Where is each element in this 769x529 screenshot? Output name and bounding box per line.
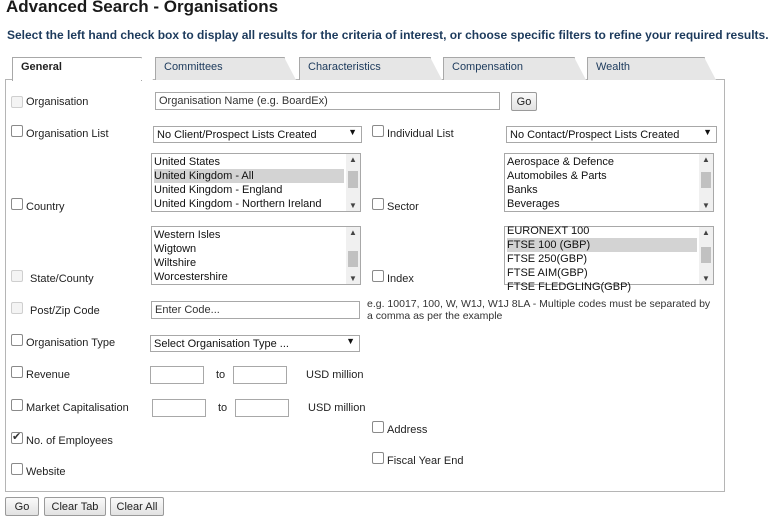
organisation-type-value: Select Organisation Type ... [154, 338, 289, 350]
clear-tab-button[interactable]: Clear Tab [44, 497, 106, 516]
scroll-down-icon[interactable]: ▼ [702, 274, 710, 283]
revenue-unit-label: USD million [306, 369, 364, 381]
sector-option[interactable]: Beverages [507, 198, 560, 210]
employees-checkbox[interactable] [11, 432, 23, 444]
dropdown-arrow-icon: ▼ [348, 127, 357, 137]
market-cap-to-label: to [218, 402, 228, 414]
organisation-type-checkbox[interactable] [11, 334, 23, 346]
individual-list-select[interactable] [506, 126, 717, 143]
scroll-up-icon[interactable]: ▲ [702, 228, 710, 237]
scroll-down-icon[interactable]: ▼ [702, 201, 710, 210]
country-scrollbar[interactable] [346, 154, 360, 211]
revenue-min-input[interactable] [150, 366, 204, 384]
index-option[interactable]: FTSE FLEDGLING(GBP) [507, 281, 632, 293]
post-code-checkbox[interactable] [11, 302, 23, 314]
tab-wealth[interactable] [587, 57, 705, 80]
country-option[interactable]: United Kingdom - England [154, 184, 283, 196]
organisation-list-checkbox[interactable] [11, 125, 23, 137]
country-label: Country [26, 201, 65, 213]
scroll-thumb[interactable] [701, 172, 711, 188]
go-button[interactable]: Go [5, 497, 39, 516]
tab-wealth-label: Wealth [596, 61, 631, 73]
revenue-max-input[interactable] [233, 366, 287, 384]
website-checkbox[interactable] [11, 463, 23, 475]
tab-committees[interactable] [155, 57, 285, 80]
tab-characteristics[interactable] [299, 57, 431, 80]
post-code-label: Post/Zip Code [30, 305, 100, 317]
sector-option[interactable]: Aerospace & Defence [507, 156, 615, 168]
tab-characteristics-label: Characteristics [308, 61, 381, 73]
employees-label: No. of Employees [26, 435, 113, 447]
sector-checkbox[interactable] [372, 198, 384, 210]
organisation-go-button[interactable]: Go [511, 92, 537, 111]
revenue-checkbox[interactable] [11, 366, 23, 378]
individual-list-checkbox[interactable] [372, 125, 384, 137]
organisation-list-label: Organisation List [26, 128, 109, 140]
state-county-checkbox[interactable] [11, 270, 23, 282]
tab-compensation[interactable] [443, 57, 575, 80]
market-cap-min-input[interactable] [152, 399, 206, 417]
tab-general[interactable] [12, 57, 142, 81]
country-option[interactable]: United Kingdom - Northern Ireland [154, 198, 322, 210]
market-cap-label: Market Capitalisation [26, 402, 129, 414]
clear-all-button[interactable]: Clear All [110, 497, 164, 516]
state-county-option[interactable]: Wiltshire [154, 257, 197, 269]
dropdown-arrow-icon: ▼ [703, 127, 712, 137]
state-county-label: State/County [30, 273, 94, 285]
state-county-option[interactable]: Western Isles [154, 229, 221, 241]
scroll-thumb[interactable] [348, 251, 358, 267]
organisation-list-select[interactable] [153, 126, 362, 143]
organisation-name-input[interactable]: Organisation Name (e.g. BoardEx) [155, 92, 500, 110]
scroll-up-icon[interactable]: ▲ [349, 228, 357, 237]
sector-option[interactable]: Automobiles & Parts [507, 170, 607, 182]
scroll-down-icon[interactable]: ▼ [349, 274, 357, 283]
state-county-option[interactable]: Wigtown [154, 243, 197, 255]
country-option-selected[interactable]: United Kingdom - All [154, 169, 344, 183]
index-option[interactable]: FTSE 250(GBP) [507, 253, 588, 265]
page-title: Advanced Search - Organisations [6, 0, 279, 16]
tab-committees-label: Committees [164, 61, 223, 73]
organisation-label: Organisation [26, 96, 89, 108]
scroll-up-icon[interactable]: ▲ [349, 155, 357, 164]
dropdown-arrow-icon: ▼ [346, 336, 355, 346]
index-checkbox[interactable] [372, 270, 384, 282]
sector-listbox[interactable] [504, 153, 714, 212]
tab-general-label: General [21, 61, 62, 73]
country-option[interactable]: United States [154, 156, 221, 168]
index-listbox[interactable] [504, 225, 714, 293]
page-instructions: Select the left hand check box to display all results for the criteria of interest, or choose specific filters to refine your required results. [7, 28, 769, 42]
sector-option[interactable]: Banks [507, 184, 538, 196]
state-county-scrollbar[interactable] [346, 227, 360, 284]
index-option[interactable]: EURONEXT 100 [507, 225, 590, 237]
country-listbox[interactable] [151, 153, 361, 212]
website-label: Website [26, 466, 66, 478]
organisation-list-value: No Client/Prospect Lists Created [157, 129, 317, 141]
index-scrollbar[interactable] [699, 227, 713, 284]
fiscal-year-end-checkbox[interactable] [372, 452, 384, 464]
state-county-option[interactable]: Worcestershire [154, 271, 228, 283]
state-county-listbox[interactable] [151, 226, 361, 285]
scroll-down-icon[interactable]: ▼ [349, 201, 357, 210]
country-checkbox[interactable] [11, 198, 23, 210]
individual-list-value: No Contact/Prospect Lists Created [510, 129, 680, 141]
address-label: Address [387, 424, 428, 436]
market-cap-unit-label: USD million [308, 402, 366, 414]
scroll-thumb[interactable] [701, 247, 711, 263]
address-checkbox[interactable] [372, 421, 384, 433]
scroll-thumb[interactable] [348, 171, 358, 188]
scroll-up-icon[interactable]: ▲ [702, 155, 710, 164]
market-cap-checkbox[interactable] [11, 399, 23, 411]
individual-list-label: Individual List [387, 128, 454, 140]
organisation-checkbox[interactable] [11, 96, 23, 108]
revenue-label: Revenue [26, 369, 71, 381]
market-cap-max-input[interactable] [235, 399, 289, 417]
organisation-type-select[interactable] [150, 335, 360, 352]
sector-label: Sector [387, 201, 419, 213]
index-label: Index [387, 273, 414, 285]
post-code-input[interactable]: Enter Code... [151, 301, 360, 319]
sector-scrollbar[interactable] [699, 154, 713, 211]
revenue-to-label: to [216, 369, 226, 381]
post-code-hint: e.g. 10017, 100, W, W1J, W1J 8LA - Multiple codes must be separated by a comma as per the example [367, 298, 711, 322]
tab-compensation-label: Compensation [452, 61, 523, 73]
fiscal-year-end-label: Fiscal Year End [387, 455, 464, 467]
index-option[interactable]: FTSE AIM(GBP) [507, 267, 588, 279]
organisation-type-label: Organisation Type [26, 337, 116, 349]
index-option-selected[interactable]: FTSE 100 (GBP) [507, 238, 697, 252]
